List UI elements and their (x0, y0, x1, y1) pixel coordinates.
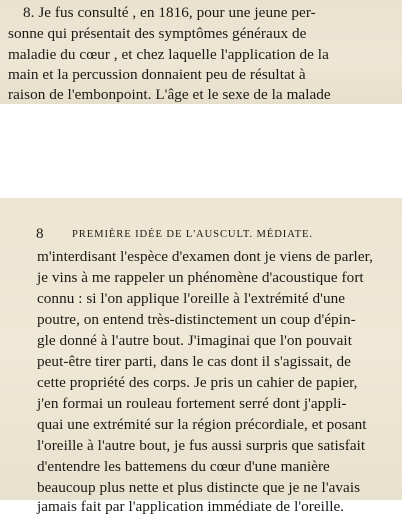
body-text-line: cette propriété des corps. Je pris un cahier de papier, (37, 374, 358, 391)
body-text-line: poutre, on entend très-distinctement un coup d'épin- (37, 311, 356, 328)
body-text-line: beaucoup plus nette et plus distincte que je ne l'avais (37, 479, 361, 496)
page-number: 8 (36, 226, 44, 242)
top-text-line: sonne qui présentait des symptômes généraux de (8, 25, 307, 42)
running-title: PREMIÈRE IDÉE DE L'AUSCULT. MÉDIATE. (72, 229, 313, 240)
bottom-page-excerpt (0, 198, 402, 515)
top-text-line: 8. Je fus consulté , en 1816, pour une jeune per- (23, 4, 316, 21)
body-text-line: connu : si l'on applique l'oreille à l'extrémité d'une (37, 290, 346, 307)
body-text-line: l'oreille à l'autre bout, je fus aussi surpris que satisfait (37, 437, 366, 454)
top-text-line: maladie du cœur , et chez laquelle l'application de la (8, 46, 329, 63)
body-text-line: jamais fait par l'application immédiate de l'oreille. (37, 498, 345, 515)
body-text-line: m'interdisant l'espèce d'examen dont je viens de parler, (37, 248, 373, 265)
top-text-line: raison de l'embonpoint. L'âge et le sexe de la malade (8, 86, 331, 103)
page-separator (0, 104, 402, 198)
top-text-line: main et la percussion donnaient peu de résultat à (8, 66, 306, 83)
body-text-line: je vins à me rappeler un phénomène d'acoustique fort (37, 269, 364, 286)
body-text-line: peut-être tirer parti, dans le cas dont il s'agissait, de (37, 353, 351, 370)
running-head (36, 225, 313, 244)
body-text-line: d'entendre les battemens du cœur d'une manière (37, 458, 330, 475)
body-text-line: j'en formai un rouleau fortement serré dont j'appli- (37, 395, 347, 412)
top-page-excerpt (0, 0, 402, 104)
body-text-line: quai une extrémité sur la région précordiale, et posant (37, 416, 367, 433)
body-text-line: gle donné à l'autre bout. J'imaginai que l'on pouvait (37, 332, 352, 349)
